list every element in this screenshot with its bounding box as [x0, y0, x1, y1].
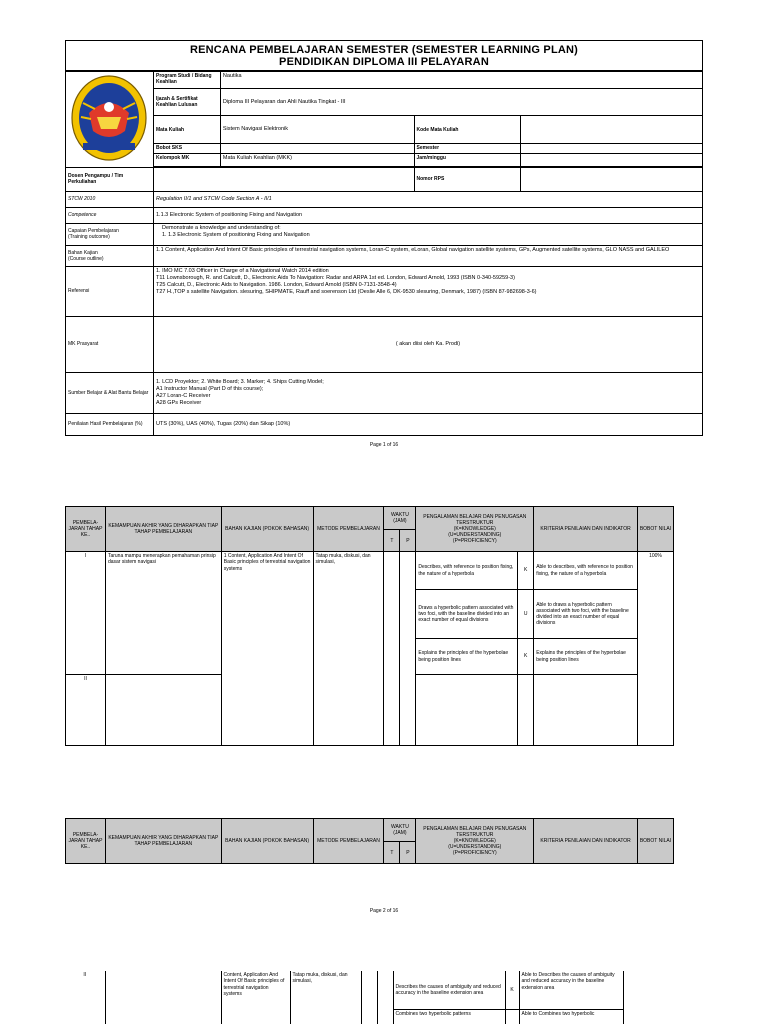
kode-label: Kode Mata Kuliah	[414, 116, 521, 144]
kriteria-cell: Able to Describes the causes of ambiguity and reduced accuracy in the baseline extension area	[519, 971, 623, 1009]
capaian-value-line2: 1. 1.3 Electronic System of positioning Fixing and Navigation	[161, 231, 310, 238]
col-metode: METODE PEMBELAJARAN	[313, 507, 384, 552]
capaian-label: Capaian Pembelajaran	[68, 228, 119, 235]
col-bobot: BOBOT NILAI	[637, 819, 673, 864]
col-pengalaman-u: (U=UNDERSTANDING)	[448, 844, 502, 850]
dosen-label: Dosen Pengampu / Tim Perkuliahan	[66, 167, 154, 191]
institution-logo-icon	[69, 73, 149, 163]
col-p: P	[400, 842, 416, 864]
bahan-label-cell	[66, 245, 154, 266]
kemampuan-cell	[105, 675, 221, 746]
kup-cell	[518, 675, 534, 746]
referensi-line: 1. IMO MC 7.03 Officer in Charge of a Navigational Watch 2014 edition	[155, 267, 329, 274]
mata-kuliah-label: Mata Kuliah	[153, 116, 220, 144]
referensi-value-cell	[153, 266, 702, 316]
learning-plan-table-header	[65, 818, 674, 864]
referensi-line: T11 Lownsborough, R. and Calcutt, D., Electronic Aids To Navigation: Radar and ARPA 1st ed. London, Edward Arnold, 1993 (ISBN 0-340-59259-3)	[155, 274, 515, 281]
p-cell	[400, 552, 416, 746]
kup-cell: U	[518, 590, 534, 639]
course-info-table	[65, 71, 703, 436]
learning-plan-table-continued	[65, 971, 674, 1024]
col-pengalaman	[416, 507, 534, 552]
referensi-label: Referensi	[66, 266, 154, 316]
sumber-value-cell	[153, 372, 702, 413]
prasyarat-label: MK Prasyarat	[66, 316, 154, 372]
bahan-cell: 1 Content, Application And Intent Of Basic principles of terrestrial navigation systems	[221, 552, 313, 746]
col-waktu: WAKTU (JAM)	[384, 507, 416, 530]
bobot-value	[220, 144, 414, 154]
pengalaman-cell	[416, 675, 518, 746]
competence-label: Competence	[66, 207, 154, 223]
kriteria-cell: Able to draws a hyperbolic pattern associated with two foci, with the baseline divided into an exact number of equal divisions	[534, 590, 638, 639]
kriteria-cell: Explains the principles of the hyperbolae being position lines	[534, 639, 638, 675]
col-pengalaman-u: (U=UNDERSTANDING)	[448, 532, 502, 538]
learning-plan-table	[65, 506, 674, 746]
bahan-label-en: (Course outline)	[68, 255, 104, 262]
col-pengalaman-p: (P=PROFICIENCY)	[452, 850, 497, 856]
referensi-line: T27 H.,TOP s satellite Navigation. slesuring, SHIPMATE, Rauff and soerenson Ltd (Oeslie Alle 6, DK-9530 slesuring, Denmark, 1987) (ISBN 87-982698-3-6)	[155, 288, 537, 295]
jam-label: Jam/minggu	[414, 154, 521, 167]
jam-value	[521, 154, 703, 167]
col-pengalaman-title: PENGALAMAN BELAJAR DAN PENUGASAN TERSTRUKTUR	[423, 514, 527, 526]
kelompok-label: Kelompok MK	[153, 154, 220, 167]
bahan-label: Bahan Kajian	[68, 249, 98, 256]
kriteria-cell: Able to describes, with reference to position fixing, the nature of a hyperbola	[534, 552, 638, 590]
col-bahan: BAHAN KAJIAN (POKOK BAHASAN)	[221, 819, 313, 864]
kemampuan-cell: Taruna mampu menerapkan pemahaman prinsip dasar sistem navigasi	[105, 552, 221, 675]
pengalaman-cell: Describes, with reference to position fixing, the nature of a hyperbola	[416, 552, 518, 590]
capaian-value-cell	[153, 223, 702, 245]
bobot-label: Bobot SKS	[153, 144, 220, 154]
sumber-line: 1. LCD Proyektor; 2. White Board; 3. Marker; 4. Ships Cutting Model;	[155, 379, 324, 386]
document-title: RENCANA PEMBELAJARAN SEMESTER (SEMESTER LEARNING PLAN)	[189, 44, 579, 56]
kemampuan-cell	[105, 971, 221, 1024]
ijazah-label: Ijazah & Sertifikat Keahlian Lulusan	[153, 88, 220, 115]
sumber-line: A27 Loran-C Receiver	[155, 392, 211, 399]
col-kriteria: KRITERIA PENILAIAN DAN INDIKATOR	[534, 819, 638, 864]
prasyarat-value: ( akan diisi oleh Ka. Prodi)	[153, 316, 702, 372]
col-t: T	[384, 842, 400, 864]
competence-value: 1.1.3 Electronic System of positioning Fixing and Navigation	[153, 207, 702, 223]
ijazah-value: Diploma III Pelayaran dan Ahli Nautika Tingkat - III	[220, 88, 702, 115]
penilaian-value: UTS (30%), UAS (40%), Tugas (20%) dan Sikap (10%)	[153, 413, 702, 435]
col-bahan: BAHAN KAJIAN (POKOK BAHASAN)	[221, 507, 313, 552]
referensi-line: T25 Calcutt, D., Electronic Aids to Navigation. 1986. London, Edward Arnold (ISBN 0-7131-3548-4)	[155, 281, 397, 288]
tahap-cell: II	[65, 971, 105, 1024]
col-metode: METODE PEMBELAJARAN	[313, 819, 384, 864]
col-kemampuan: KEMAMPUAN AKHIR YANG DIHARAPKAN TIAP TAHAP PEMBELAJARAN	[105, 507, 221, 552]
document-subtitle: PENDIDIKAN DIPLOMA III PELAYARAN	[279, 56, 489, 68]
nomor-rps-value	[521, 167, 703, 191]
col-tahap: PEMBELA-JARAN TAHAP KE..	[66, 819, 106, 864]
program-studi-label: Program Studi / Bidang Keahlian	[153, 72, 220, 89]
col-kriteria: KRITERIA PENILAIAN DAN INDIKATOR	[534, 507, 638, 552]
penilaian-label: Penilaian Hasil Pembelajaran (%)	[66, 413, 154, 435]
sumber-line: A28 GPs Receiver	[155, 399, 202, 406]
tahap-cell: II	[66, 675, 106, 746]
dosen-value	[153, 167, 414, 191]
pengalaman-cell: Explains the principles of the hyperbolae being position lines	[416, 639, 518, 675]
kelompok-value: Mata Kuliah Keahlian (MKK)	[220, 154, 414, 167]
bobot-cell	[623, 971, 674, 1024]
col-waktu: WAKTU (JAM)	[384, 819, 416, 842]
p-cell	[377, 971, 393, 1024]
capaian-label-cell	[66, 223, 154, 245]
bobot-cell: 100%	[637, 552, 673, 746]
kriteria-cell: Able to Combines two hyperbolic	[519, 1009, 623, 1024]
col-p: P	[400, 530, 416, 552]
pengalaman-cell: Describes the causes of ambiguity and reduced accuracy in the baseline extension area	[393, 971, 505, 1009]
col-bobot: BOBOT NILAI	[637, 507, 673, 552]
tahap-cell: I	[66, 552, 106, 675]
col-pengalaman-k: (K=KNOWLEDGE)	[453, 838, 496, 844]
col-pengalaman-p: (P=PROFICIENCY)	[452, 538, 497, 544]
document-title-box	[65, 40, 703, 71]
pengalaman-cell: Draws a hyperbolic pattern associated with two foci, with the baseline divided into an exact number of equal divisions	[416, 590, 518, 639]
metode-cell: Tatap muka, diskusi, dan simulasi,	[313, 552, 384, 746]
nomor-rps-label: Nomor RPS	[414, 167, 521, 191]
col-pengalaman-k: (K=KNOWLEDGE)	[453, 526, 496, 532]
stcw-value: Regulation II/1 and STCW Code Section A - II/1	[153, 191, 702, 207]
kriteria-cell	[534, 675, 638, 746]
sumber-line: A1 Instructor Manual (Part D of this course);	[155, 386, 264, 392]
col-t: T	[384, 530, 400, 552]
kup-cell	[505, 1009, 519, 1024]
kup-cell: K	[505, 971, 519, 1009]
col-pengalaman-title: PENGALAMAN BELAJAR DAN PENUGASAN TERSTRUKTUR	[423, 826, 527, 838]
col-kemampuan: KEMAMPUAN AKHIR YANG DIHARAPKAN TIAP TAHAP PEMBELAJARAN	[105, 819, 221, 864]
kup-cell: K	[518, 639, 534, 675]
kode-value	[521, 116, 703, 144]
pengalaman-cell: Combines two hyperbolic patterns	[393, 1009, 505, 1024]
bahan-cell: Content, Application And Intent Of Basic principles of terrestrial navigation systems	[221, 971, 290, 1024]
page-number: Page 1 of 16	[369, 442, 399, 448]
sumber-label: Sumber Belajar & Alat Bantu Belajar	[66, 372, 154, 413]
page-number: Page 2 of 16	[369, 908, 399, 914]
kup-cell: K	[518, 552, 534, 590]
program-studi-value: Nautika	[220, 72, 702, 89]
logo-cell	[66, 72, 154, 168]
capaian-label-en: (Training outcome)	[68, 234, 110, 241]
col-pengalaman	[416, 819, 534, 864]
col-tahap: PEMBELA-JARAN TAHAP KE..	[66, 507, 106, 552]
t-cell	[384, 552, 400, 746]
semester-value	[521, 144, 703, 154]
capaian-value-line1: Demonstrate a knowledge and understanding of:	[161, 224, 281, 231]
semester-label: Semester	[414, 144, 521, 154]
stcw-label: STCW 2010	[66, 191, 154, 207]
bahan-value: 1.1 Content, Application And Intent Of Basic principles of terrestrial navigation systems, Loran-C system, eLoran, Global navigation satellite systems, GPs, Augmented satellite systems, GLO NASS and GALILEO	[153, 245, 702, 266]
mata-kuliah-value: Sistem Navigasi Elektronik	[220, 116, 414, 144]
metode-cell: Tatap muka, diskusi, dan simulasi,	[290, 971, 361, 1024]
t-cell	[361, 971, 377, 1024]
